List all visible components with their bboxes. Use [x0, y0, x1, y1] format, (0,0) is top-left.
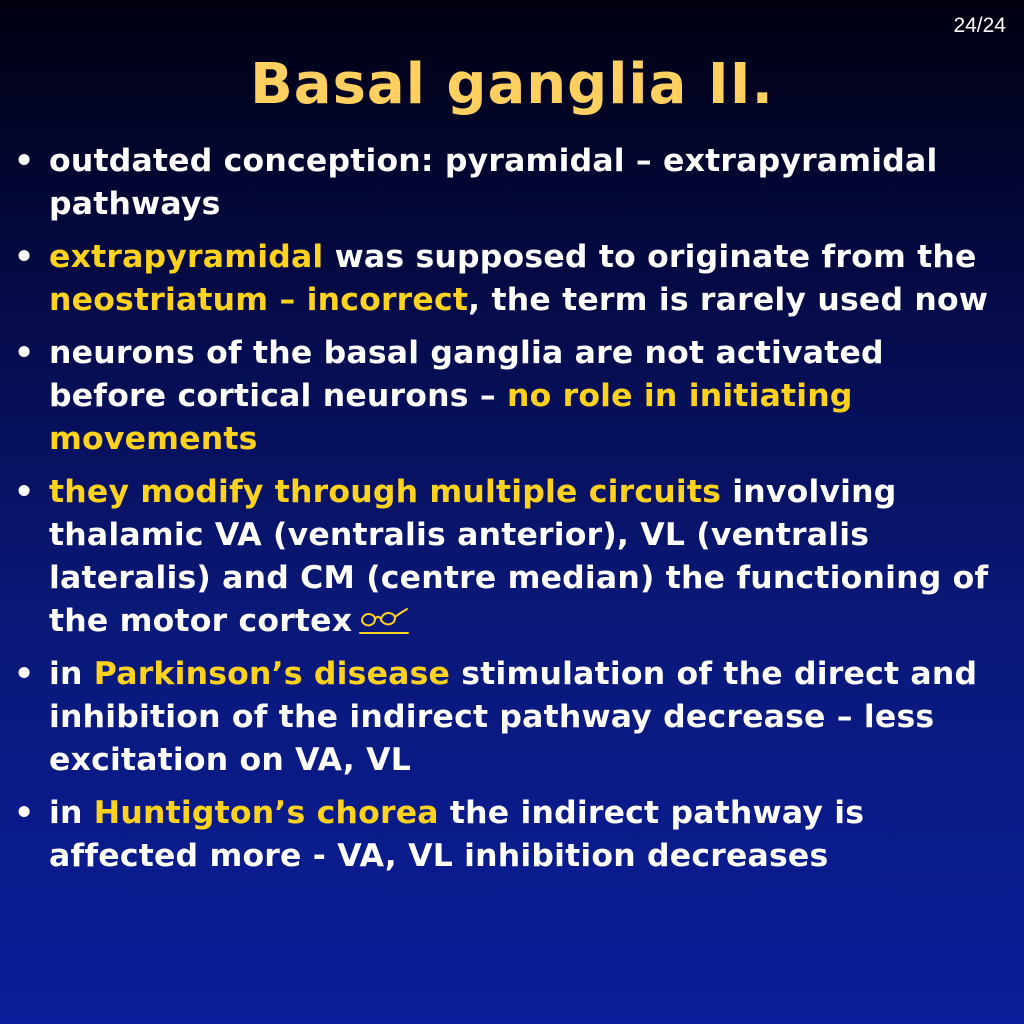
highlighted-term: Huntigton’s chorea — [93, 795, 439, 831]
bullet-marker: • — [14, 656, 35, 692]
bullet-text: in — [49, 795, 94, 831]
bullet-marker: • — [14, 335, 35, 371]
bullet-text: in — [49, 656, 94, 692]
bullet-item-4 — [12, 471, 1002, 643]
bullet-marker: • — [14, 474, 35, 510]
bullet-text: involving thalamic VA (ventralis anterior), VL (ventralis lateralis) and CM (centre median) the functioning of the motor cortex — [49, 474, 989, 639]
bullet-item-1 — [12, 140, 1002, 226]
highlighted-term: neostriatum – incorrect — [49, 282, 469, 318]
highlighted-term: they modify through multiple circuits — [49, 474, 722, 510]
bullet-item-6 — [12, 792, 1002, 878]
bullet-text: , the term is rarely used now — [468, 282, 989, 318]
bullet-text: neurons of the basal ganglia are not activated before cortical neurons – — [49, 335, 884, 414]
bullet-text: stimulation of the direct and inhibition of the indirect pathway decrease – less excitation on VA, VL — [49, 656, 978, 778]
bullet-item-3 — [12, 332, 1002, 461]
bullet-item-2 — [12, 236, 1002, 322]
bullet-text: outdated conception: pyramidal – extrapyramidal pathways — [49, 143, 938, 222]
glasses-icon[interactable] — [358, 607, 410, 635]
bullet-list — [12, 140, 1002, 888]
highlighted-term: Parkinson’s disease — [93, 656, 451, 692]
highlighted-term: extrapyramidal — [49, 239, 324, 275]
bullet-item-5 — [12, 653, 1002, 782]
bullet-marker: • — [14, 795, 35, 831]
slide-title: Basal ganglia II. — [250, 51, 774, 117]
bullet-marker: • — [14, 143, 35, 179]
bullet-text: was supposed to originate from the — [323, 239, 977, 275]
bullet-text: the indirect pathway is affected more - VA, VL inhibition decreases — [49, 795, 865, 874]
slide-page-number: 24/24 — [953, 14, 1006, 37]
highlighted-term: no role in initiating movements — [49, 378, 853, 457]
bullet-marker: • — [14, 239, 35, 275]
